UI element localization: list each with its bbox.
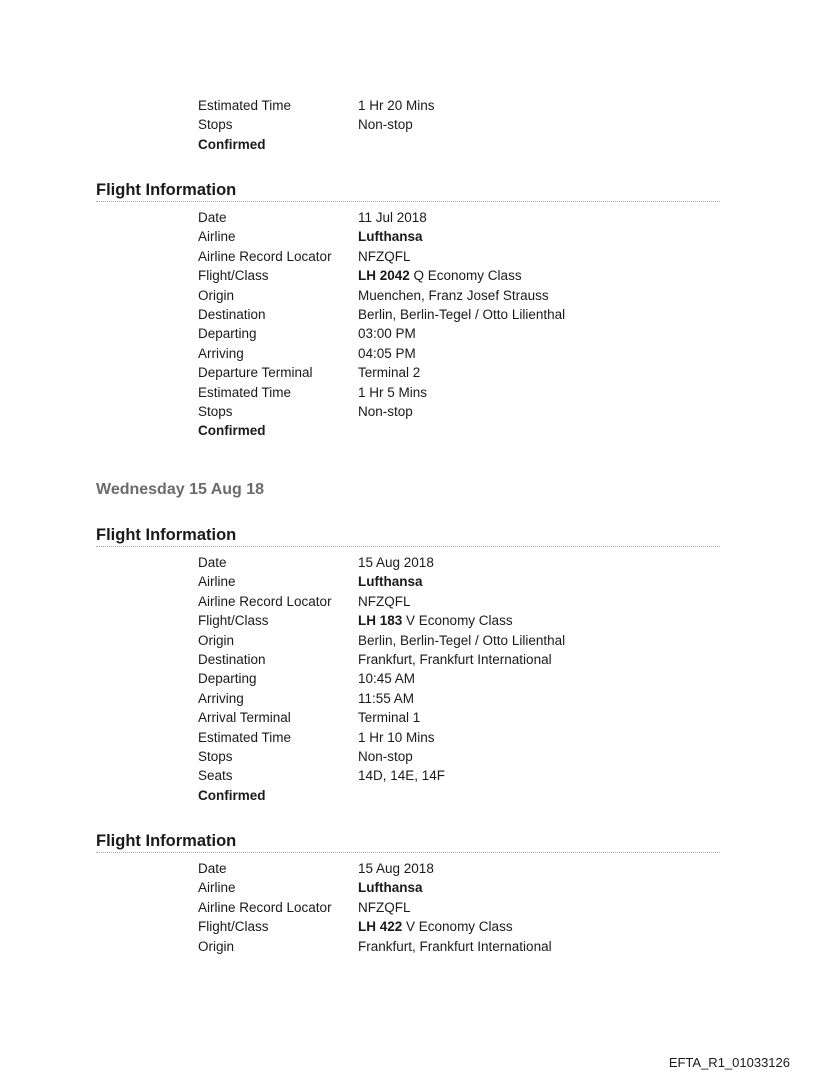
status-confirmed: Confirmed [198,423,266,439]
row-value: Terminal 2 [358,365,421,381]
row-label: Arriving [198,345,244,361]
row-value: 10:45 AM [358,671,416,687]
row-value: Non-stop [358,117,413,133]
row-value [358,611,718,630]
row-label: Flight/Class [198,268,269,284]
status-confirmed: Confirmed [198,136,266,152]
row-value: 1 Hr 10 Mins [358,729,435,745]
row-value: Berlin, Berlin-Tegel / Otto Lilienthal [358,306,566,322]
detail-row-stops [198,747,718,766]
row-value: 15 Aug 2018 [358,861,434,876]
detail-row-estimated-time [198,383,718,402]
detail-row-flight-class [198,917,718,936]
row-value: 11:55 AM [358,690,415,706]
section-title-flight-information: Flight Information [96,525,720,547]
flight-details [198,208,718,441]
row-label: Date [198,861,227,876]
detail-row-arriving [198,344,718,363]
detail-row-origin [198,286,718,305]
detail-row-flight-class [198,611,718,630]
row-value: Lufthansa [358,880,423,896]
section-title-flight-information: Flight Information [96,831,720,853]
row-value: 1 Hr 20 Mins [358,98,435,113]
row-value: Muenchen, Franz Josef Strauss [358,287,549,303]
row-label: Estimated Time [198,729,292,745]
row-value: Terminal 1 [358,710,421,726]
document-id: EFTA_R1_01033126 [668,1055,790,1070]
row-value [358,917,718,936]
row-value: Lufthansa [358,574,423,590]
row-label: Departing [198,671,257,687]
detail-row-departing [198,324,718,343]
detail-row-date [198,208,718,227]
row-value: NFZQFL [358,593,411,609]
detail-row-origin [198,937,718,956]
row-value: Non-stop [358,403,413,419]
row-value: NFZQFL [358,899,411,915]
detail-row-seats [198,766,718,785]
row-label: Stops [198,403,233,419]
flight-number: LH 2042 [358,268,410,284]
row-value: Lufthansa [358,229,423,245]
detail-row-date [198,859,718,878]
row-label: Date [198,210,227,225]
flight-number: LH 183 [358,613,403,629]
detail-row-arriving [198,689,718,708]
row-value: 1 Hr 5 Mins [358,384,428,400]
row-label: Estimated Time [198,98,292,113]
row-label: Airline Record Locator [198,899,332,915]
detail-row-flight-class [198,266,718,285]
row-value: Frankfurt, Frankfurt International [358,938,552,954]
row-label: Origin [198,632,235,648]
detail-row-record-locator [198,247,718,266]
row-label: Origin [198,938,235,954]
detail-row-airline [198,878,718,897]
row-label: Seats [198,768,233,784]
detail-row-estimated-time [198,96,718,115]
detail-row-airline [198,227,718,246]
row-label: Arrival Terminal [198,710,291,726]
detail-row-record-locator [198,592,718,611]
row-label: Estimated Time [198,384,292,400]
row-label: Destination [198,651,266,667]
detail-row-destination [198,650,718,669]
detail-row-destination [198,305,718,324]
row-value: 15 Aug 2018 [358,555,434,570]
row-label: Airline [198,229,236,245]
status-confirmed: Confirmed [198,787,266,803]
row-label: Stops [198,748,233,764]
detail-row-stops [198,115,718,134]
partial-flight-details [198,96,718,154]
row-value: 04:05 PM [358,345,416,361]
row-label: Airline Record Locator [198,593,332,609]
row-label: Flight/Class [198,613,269,629]
row-label: Airline [198,574,236,590]
row-label: Stops [198,117,233,133]
row-value: Berlin, Berlin-Tegel / Otto Lilienthal [358,632,566,648]
row-label: Arriving [198,690,244,706]
detail-row-record-locator [198,898,718,917]
row-value: Frankfurt, Frankfurt International [358,651,552,667]
row-label: Airline [198,880,236,896]
row-label: Airline Record Locator [198,248,332,264]
day-heading: Wednesday 15 Aug 18 [96,481,265,498]
section-title-flight-information: Flight Information [96,180,720,202]
row-label: Departure Terminal [198,365,313,381]
booking-class: V Economy Class [402,919,513,935]
row-label: Date [198,555,227,570]
flight-details [198,553,718,805]
detail-row-terminal [198,363,718,382]
row-label: Departing [198,326,257,342]
row-value: 11 Jul 2018 [358,210,427,225]
detail-row-departing [198,669,718,688]
flight-number: LH 422 [358,919,403,935]
detail-row-stops [198,402,718,421]
row-value: 03:00 PM [358,326,416,342]
row-value [358,266,718,285]
booking-class: Q Economy Class [409,268,522,284]
row-value: 14D, 14E, 14F [358,768,446,784]
detail-row-date [198,553,718,572]
row-value: NFZQFL [358,248,411,264]
row-label: Origin [198,287,235,303]
flight-details [198,859,718,956]
detail-row-origin [198,631,718,650]
booking-class: V Economy Class [402,613,513,629]
detail-row-terminal [198,708,718,727]
detail-row-airline [198,572,718,591]
row-value: Non-stop [358,748,413,764]
row-label: Flight/Class [198,919,269,935]
detail-row-estimated-time [198,728,718,747]
row-label: Destination [198,306,266,322]
